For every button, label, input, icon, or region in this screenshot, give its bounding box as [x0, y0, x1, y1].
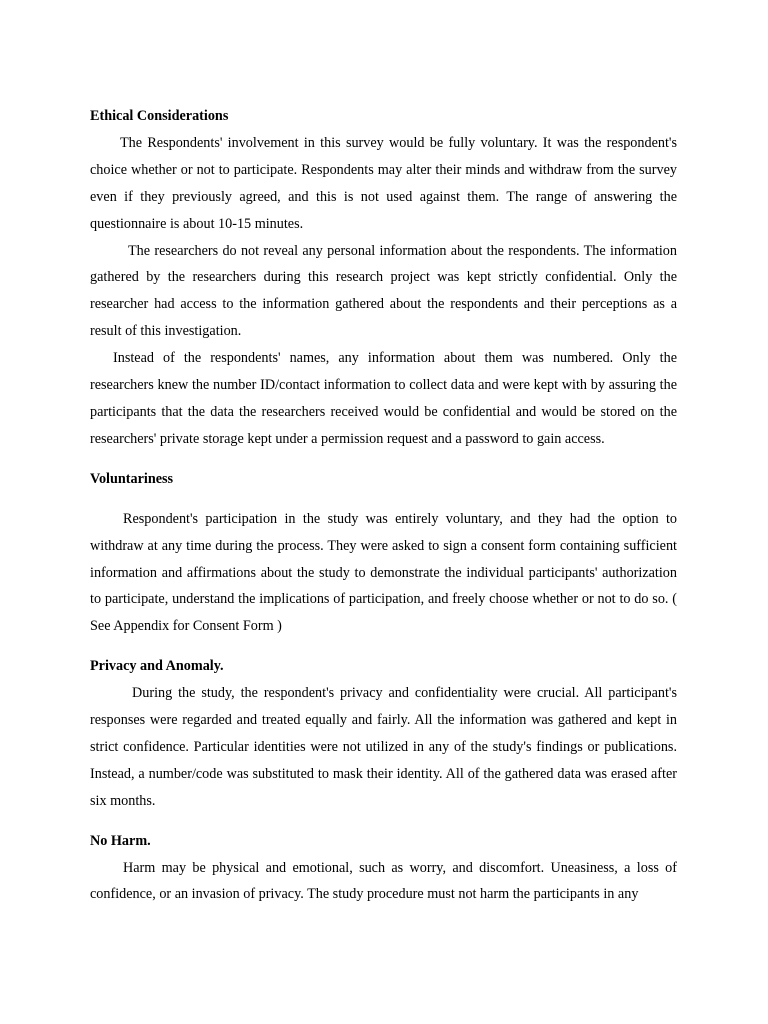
paragraph-voluntary-participation: Respondent's participation in the study was entirely voluntary, and they had the option to withdraw at any time during the process. They were asked to sign a consent form containing sufficient information and affirmations about the study to demonstrate the individual participants' authorization to participate, understand the implications of participation, and freely choose whether or not to do so. ( See Appendix for Consent Form )	[90, 510, 677, 635]
section-heading-ethical-considerations: Ethical Considerations	[90, 108, 229, 124]
paragraph-voluntary-involvement: The Respondents' involvement in this survey would be fully voluntary. It was the respondent's choice whether or not to participate. Respondents may alter their minds and withdraw from the survey even if they previously agreed, and this is not used against them. The range of answering the questionnaire is about 10-15 minutes.	[90, 134, 677, 232]
paragraph-numbered-information: Instead of the respondents' names, any information about them was numbered. Only the researchers knew the number ID/contact information to collect data and were kept with by assuring the participants that the data the researchers received would be confidential and would be stored on the researchers' private storage kept under a permission request and a password to gain access.	[90, 350, 677, 447]
section-heading-privacy-and-anomaly: Privacy and Anomaly.	[90, 658, 224, 675]
section-heading-voluntariness: Voluntariness	[90, 470, 174, 487]
section-heading-no-harm: No Harm.	[90, 832, 151, 849]
paragraph-no-harm: Harm may be physical and emotional, such as worry, and discomfort. Uneasiness, a loss of confidence, or an invasion of privacy. The study procedure must not harm the participants in any	[90, 859, 677, 903]
paragraph-privacy-confidentiality: During the study, the respondent's privacy and confidentiality were crucial. All participant's responses were regarded and treated equally and fairly. All the information was gathered and kept in strict confidence. Particular identities were not utilized in any of the study's findings or publications. Instead, a number/code was substituted to mask their identity. All of the gathered data was erased after six months.	[90, 685, 677, 809]
document-page	[90, 103, 677, 908]
paragraph-personal-information: The researchers do not reveal any personal information about the respondents. The information gathered by the researchers during this research project was kept strictly confidential. Only the researcher had access to the information gathered about the respondents and their perceptions as a result of this investigation.	[90, 242, 677, 340]
